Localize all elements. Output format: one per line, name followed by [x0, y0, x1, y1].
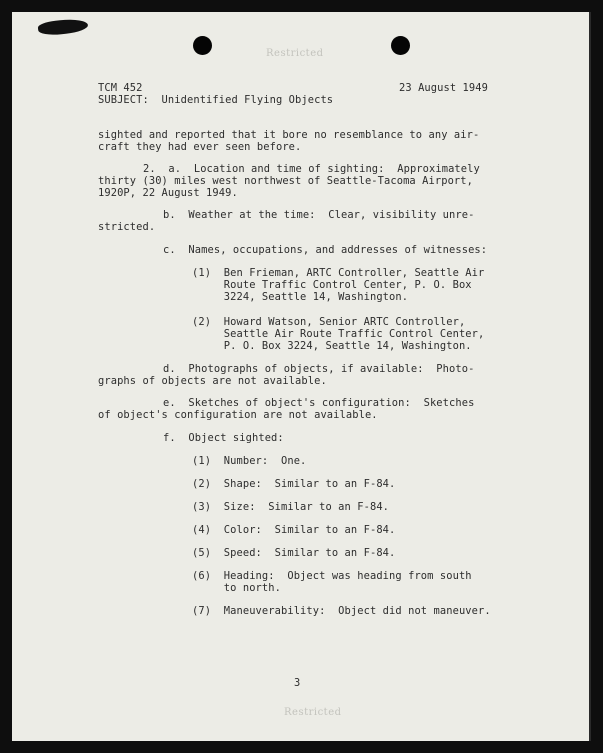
f3-size: (3) Size: Similar to an F-84. — [192, 501, 390, 513]
f1-number: (1) Number: One. — [192, 455, 307, 467]
f5-speed: (5) Speed: Similar to an F-84. — [192, 547, 396, 559]
f4-color: (4) Color: Similar to an F-84. — [192, 524, 396, 536]
restricted-stamp-bottom: Restricted — [284, 707, 342, 718]
document-date: 23 August 1949 — [399, 82, 488, 94]
restricted-stamp-top: Restricted — [266, 48, 324, 59]
document-page — [12, 12, 591, 741]
item-c-witnesses: c. Names, occupations, and addresses of witnesses: — [163, 244, 488, 256]
page-number: 3 — [294, 677, 301, 689]
item-d-photographs: d. Photographs of objects, if available: Photo- graphs of objects are not available. — [98, 363, 475, 387]
punch-hole-left — [193, 36, 212, 55]
subject-line: SUBJECT: Unidentified Flying Objects — [98, 94, 334, 106]
item-e-sketches: e. Sketches of object's configuration: Sketches of object's configuration are not available. — [98, 397, 475, 421]
item-2a-location: 2. a. Location and time of sighting: Approximately thirty (30) miles west northwest of Seattle-Tacoma Airport, 1920P, 22 August 1949. — [98, 163, 480, 199]
f7-maneuverability: (7) Maneuverability: Object did not maneuver. — [192, 605, 491, 617]
f2-shape: (2) Shape: Similar to an F-84. — [192, 478, 396, 490]
witness-1: (1) Ben Frieman, ARTC Controller, Seattle Air Route Traffic Control Center, P. O. Box 3224, Seattle 14, Washington. — [192, 267, 485, 303]
continuation-paragraph: sighted and reported that it bore no resemblance to any air- craft they had ever seen before. — [98, 129, 480, 153]
document-ref: TCM 452 — [98, 82, 143, 94]
ink-blot — [37, 17, 88, 36]
item-b-weather: b. Weather at the time: Clear, visibility unre- stricted. — [98, 209, 475, 233]
witness-2: (2) Howard Watson, Senior ARTC Controller, Seattle Air Route Traffic Control Center, P. O. Box 3224, Seattle 14, Washington. — [192, 316, 485, 352]
item-f-object-sighted: f. Object sighted: — [163, 432, 284, 444]
f6-heading: (6) Heading: Object was heading from south to north. — [192, 570, 472, 594]
punch-hole-right — [391, 36, 410, 55]
